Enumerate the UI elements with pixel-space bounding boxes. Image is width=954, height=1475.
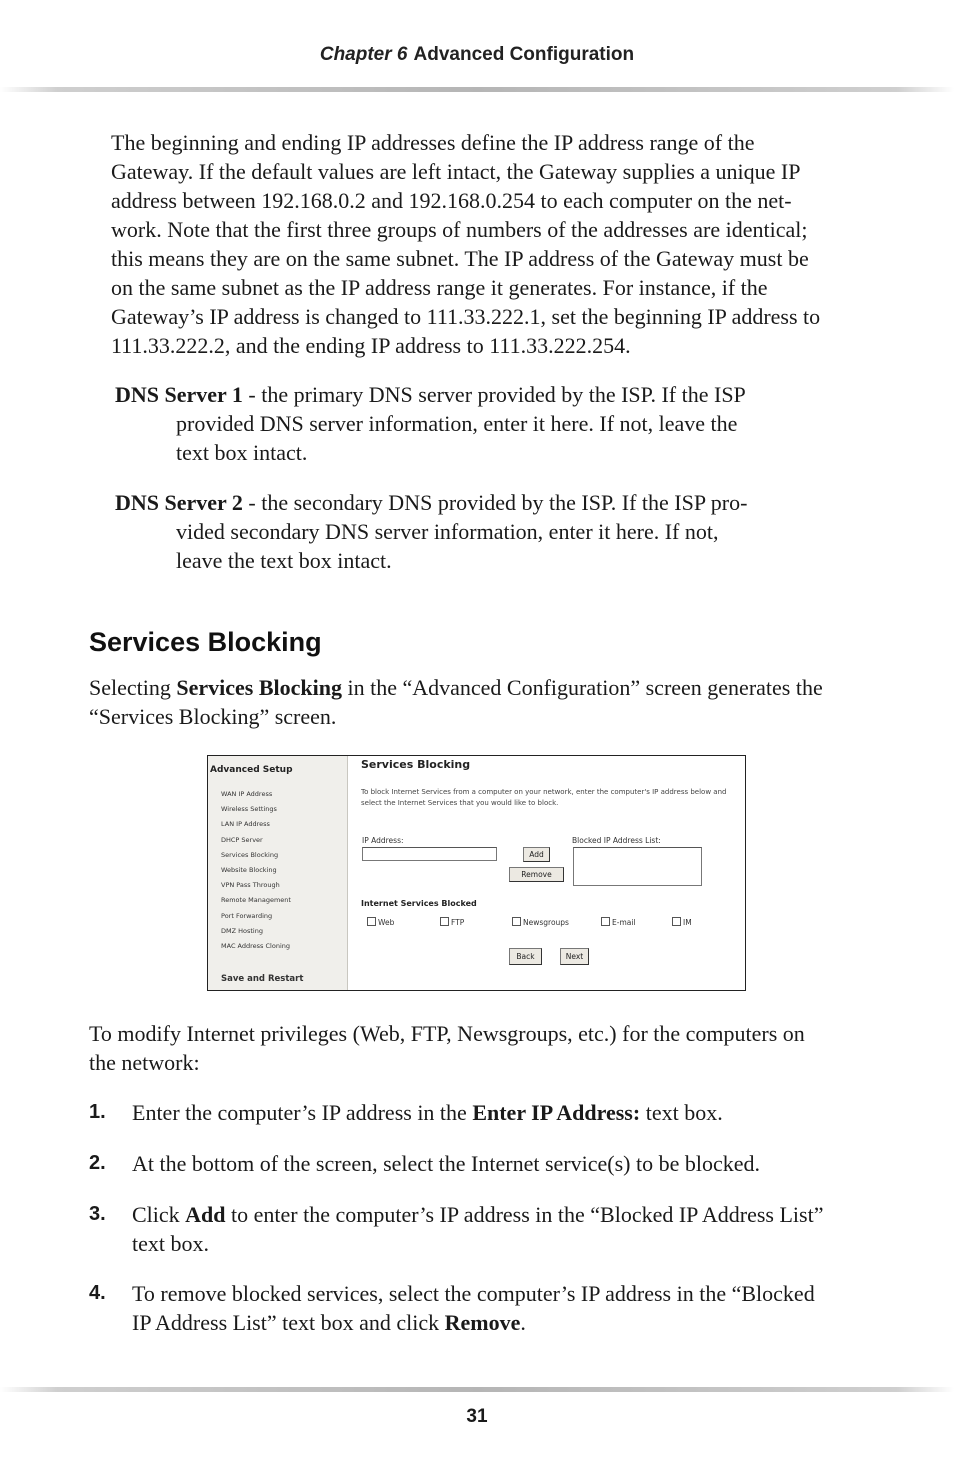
step-number: 2. — [89, 1152, 106, 1174]
blocked-ip-list-box[interactable] — [573, 847, 702, 886]
intro-paragraph — [111, 128, 861, 360]
step-number: 3. — [89, 1203, 106, 1225]
step-bold: Remove — [444, 1310, 521, 1335]
dns1-line: provided DNS server information, enter it here. If not, leave the — [176, 411, 738, 436]
section-heading: Services Blocking — [89, 627, 322, 657]
blocked-ip-list-label: Blocked IP Address List: — [572, 836, 661, 845]
sidebar-item-services-blocking[interactable]: Services Blocking — [221, 850, 279, 859]
step-bold: Enter IP Address: — [472, 1100, 641, 1125]
running-header — [0, 44, 954, 66]
remove-button[interactable]: Remove — [509, 867, 564, 882]
step-1 — [89, 1098, 869, 1127]
step-text: Click — [132, 1202, 180, 1227]
step-text: to enter the computer’s IP address in the “Blocked IP Address List” — [231, 1202, 824, 1227]
step-text: . — [520, 1310, 526, 1335]
sidebar-title: Advanced Setup — [210, 765, 293, 775]
step-text: Enter the computer’s IP address in the — [132, 1100, 467, 1125]
selecting-bold: Services Blocking — [176, 675, 342, 700]
internet-services-heading: Internet Services Blocked — [361, 899, 477, 908]
chapter-label: Chapter 6 — [319, 44, 408, 65]
intro-line: 111.33.222.2, and the ending IP address to 111.33.222.254. — [111, 333, 631, 358]
save-and-restart-link[interactable]: Save and Restart — [221, 974, 304, 984]
sidebar-item-vpn-pass-through[interactable]: VPN Pass Through — [221, 881, 280, 890]
ip-address-label: IP Address: — [362, 836, 404, 845]
advanced-setup-sidebar — [208, 756, 348, 990]
ip-address-input[interactable] — [362, 847, 497, 861]
step-2 — [89, 1149, 869, 1178]
step-text: text box. — [645, 1100, 723, 1125]
intro-line: on the same subnet as the IP address range it generates. For instance, if the — [111, 275, 768, 300]
dns1-term: DNS Server 1 — [115, 382, 243, 407]
ftp-label: FTP — [451, 918, 465, 927]
sidebar-item-port-forwarding[interactable]: Port Forwarding — [221, 911, 273, 920]
sidebar-item-mac-address-cloning[interactable]: MAC Address Cloning — [221, 941, 290, 950]
selecting-text: in the “Advanced Configuration” screen generates the — [347, 675, 823, 700]
sidebar-item-website-blocking[interactable]: Website Blocking — [221, 865, 277, 874]
intro-line: address between 192.168.0.2 and 192.168.0.254 to each computer on the net- — [111, 188, 792, 213]
sidebar-item-lan-ip-address[interactable]: LAN IP Address — [221, 820, 270, 829]
intro-line: Gateway. If the default values are left intact, the Gateway supplies a unique IP — [111, 159, 801, 184]
ftp-checkbox[interactable] — [440, 917, 464, 927]
selecting-paragraph — [89, 673, 869, 731]
selecting-text: “Services Blocking” screen. — [89, 704, 337, 729]
header-rule — [0, 87, 954, 92]
intro-line: Gateway’s IP address is changed to 111.33.222.1, set the beginning IP address to — [111, 304, 821, 329]
checkbox-box — [440, 917, 449, 926]
dns2-term: DNS Server 2 — [115, 490, 243, 515]
step-number: 4. — [89, 1282, 106, 1304]
im-checkbox[interactable] — [672, 917, 692, 927]
step-text: At the bottom of the screen, select the Internet service(s) to be blocked. — [132, 1151, 760, 1176]
dns2-line: leave the text box intact. — [176, 548, 392, 573]
add-button[interactable]: Add — [523, 847, 550, 862]
step-text: text box. — [132, 1231, 209, 1256]
dns-server-1-definition — [115, 380, 775, 467]
sidebar-item-remote-management[interactable]: Remote Management — [221, 896, 291, 905]
next-button[interactable]: Next — [560, 948, 589, 965]
newsgroups-label: Newsgroups — [523, 918, 569, 927]
dns-server-2-definition — [115, 488, 775, 575]
panel-description: To block Internet Services from a computer on your network, enter the computer's IP address below and select the Internet Services that you would like to block. — [361, 788, 727, 807]
email-label: E-mail — [612, 918, 636, 927]
intro-line: work. Note that the first three groups of numbers of the addresses are identical; — [111, 217, 808, 242]
step-4 — [89, 1279, 869, 1337]
services-blocking-screenshot — [207, 755, 746, 991]
sidebar-item-wireless-settings[interactable]: Wireless Settings — [221, 805, 277, 814]
dns1-line: text box intact. — [176, 440, 308, 465]
selecting-text: Selecting — [89, 675, 171, 700]
checkbox-box — [367, 917, 376, 926]
sidebar-item-dmz-hosting[interactable]: DMZ Hosting — [221, 926, 263, 935]
checkbox-box — [512, 917, 521, 926]
dns2-line: - the secondary DNS provided by the ISP. If the ISP pro- — [248, 490, 748, 515]
modify-line: To modify Internet privileges (Web, FTP, Newsgroups, etc.) for the computers on — [89, 1021, 805, 1046]
chapter-title: Advanced Configuration — [413, 44, 635, 65]
newsgroups-checkbox[interactable] — [512, 917, 569, 927]
page-number: 31 — [466, 1406, 488, 1427]
intro-line: The beginning and ending IP addresses define the IP address range of the — [111, 130, 755, 155]
checkbox-box — [672, 917, 681, 926]
sidebar-item-dhcp-server[interactable]: DHCP Server — [221, 835, 263, 844]
modify-paragraph — [89, 1019, 869, 1077]
step-text: To remove blocked services, select the computer’s IP address in the “Blocked — [132, 1281, 815, 1306]
intro-line: this means they are on the same subnet. The IP address of the Gateway must be — [111, 246, 809, 271]
sidebar-menu — [221, 790, 291, 957]
footer-rule — [0, 1387, 954, 1392]
step-number: 1. — [89, 1101, 106, 1123]
back-button[interactable]: Back — [509, 948, 542, 965]
step-bold: Add — [185, 1202, 226, 1227]
im-label: IM — [683, 918, 692, 927]
dns2-line: vided secondary DNS server information, enter it here. If not, — [176, 519, 719, 544]
web-checkbox[interactable] — [367, 917, 394, 927]
sidebar-item-wan-ip-address[interactable]: WAN IP Address — [221, 790, 273, 798]
services-blocking-panel — [361, 756, 745, 990]
modify-line: the network: — [89, 1050, 200, 1075]
services-checkbox-row — [367, 917, 746, 929]
checkbox-box — [601, 917, 610, 926]
step-text: IP Address List” text box and click — [132, 1310, 440, 1335]
step-3 — [89, 1200, 869, 1258]
email-checkbox[interactable] — [601, 917, 636, 927]
panel-title: Services Blocking — [361, 758, 471, 771]
web-label: Web — [378, 918, 395, 927]
dns1-line: - the primary DNS server provided by the ISP. If the ISP — [248, 382, 746, 407]
